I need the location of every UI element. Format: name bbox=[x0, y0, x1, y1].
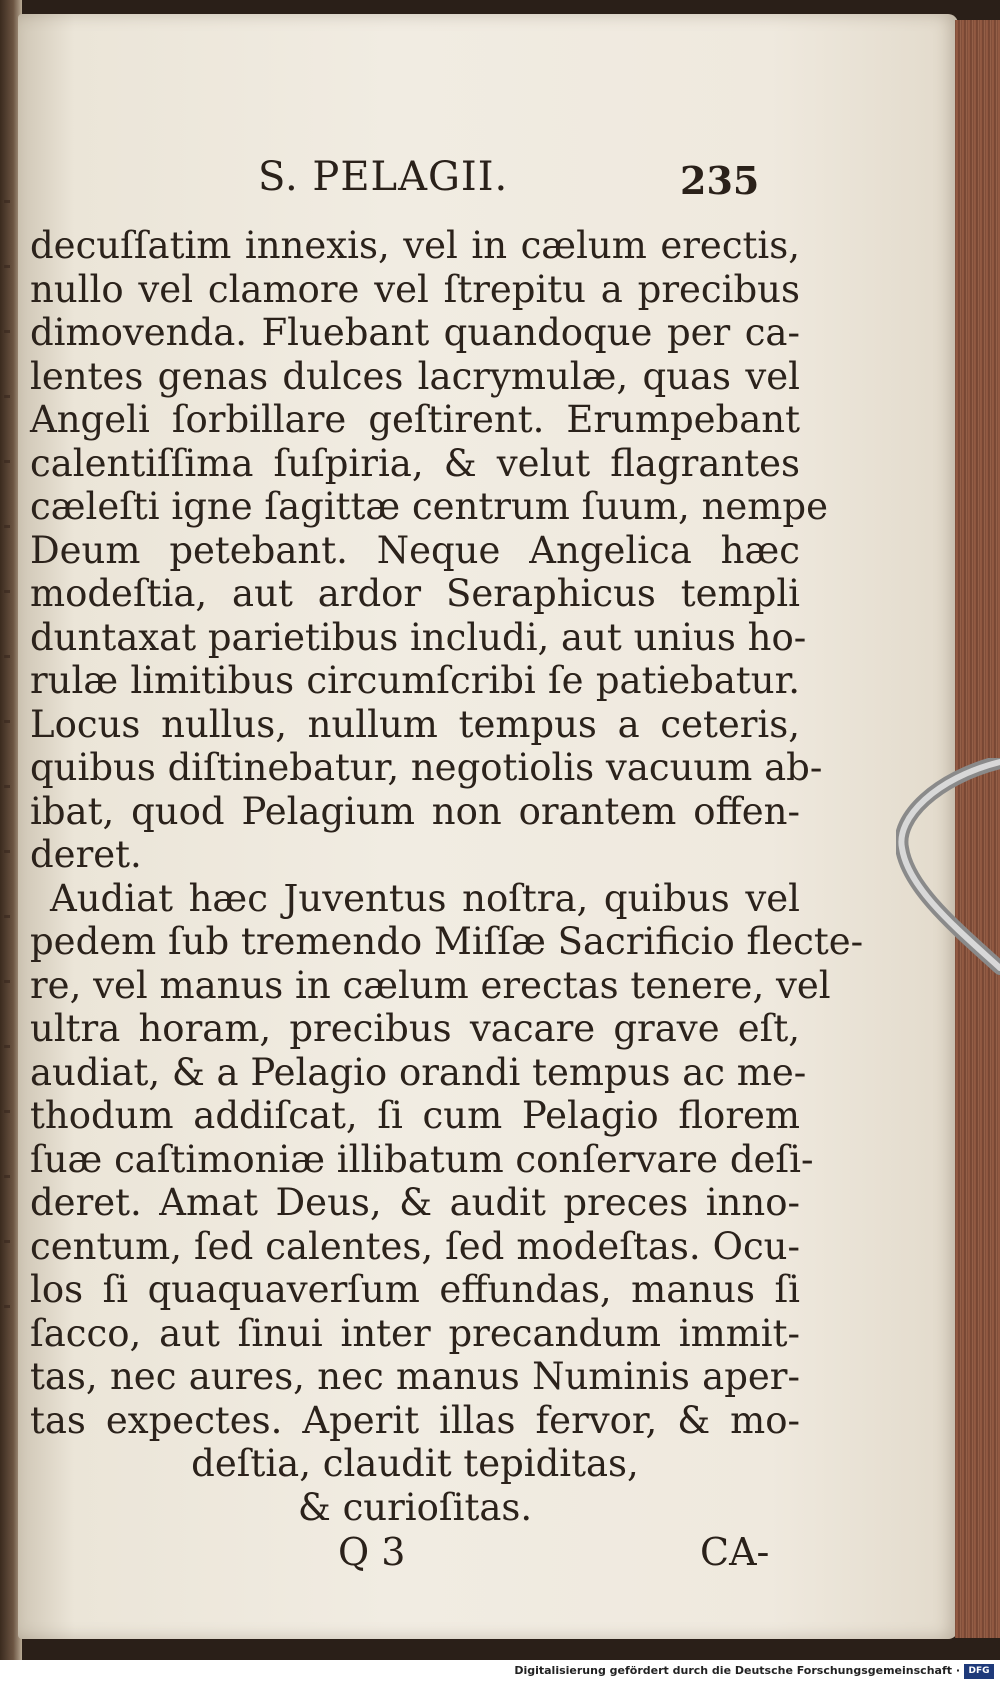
text-line: deret. Amat Deus, & audit preces inno- bbox=[30, 1181, 800, 1224]
text-line: duntaxat parietibus includi, aut unius ho- bbox=[30, 615, 807, 659]
dfg-logo-icon: DFG bbox=[964, 1664, 994, 1679]
text-line: tas expectes. Aperit illas fervor, & mo- bbox=[30, 1398, 800, 1442]
text-line: & curioſitas. bbox=[297, 1485, 533, 1529]
text-line: ultra horam, precibus vacare grave eſt, bbox=[30, 1007, 800, 1050]
page-number: 235 bbox=[680, 158, 760, 203]
text-line: audiat, & a Pelagio orandi tempus ac me- bbox=[30, 1050, 807, 1094]
text-line: cæleſti igne ſagittæ centrum ſuum, nempe bbox=[30, 485, 828, 528]
text-line: calentiſſima ſuſpiria, & velut flagrantes bbox=[30, 441, 800, 485]
text-line: ſuæ caſtimoniæ illibatum conſervare deſi- bbox=[30, 1137, 814, 1181]
text-line: lentes genas dulces lacrymulæ, quas vel bbox=[30, 354, 800, 398]
digitization-credit-bar bbox=[0, 1660, 1000, 1685]
text-line: centum, ſed calentes, ſed modeſtas. Ocu- bbox=[30, 1224, 800, 1268]
text-line: dimovenda. Fluebant quandoque per ca- bbox=[30, 311, 800, 354]
body-text bbox=[30, 224, 864, 1529]
text-line: Deum petebant. Neque Angelica hæc bbox=[30, 528, 800, 572]
gutter-show-through bbox=[0, 200, 20, 1450]
text-line: decuſſatim innexis, vel in cælum erectis, bbox=[30, 224, 800, 267]
text-line: quibus diſtinebatur, negotiolis vacuum ab- bbox=[30, 746, 823, 789]
text-line: nullo vel clamore vel ſtrepitu a precibus bbox=[30, 267, 800, 311]
text-line: deret. bbox=[30, 833, 142, 876]
text-line: ibat, quod Pelagium non orantem offen- bbox=[30, 789, 800, 833]
text-line: re, vel manus in cælum erectas tenere, vel bbox=[30, 963, 831, 1007]
page-header bbox=[0, 150, 1000, 210]
text-line: thodum addiſcat, ſi cum Pelagio florem bbox=[30, 1094, 800, 1137]
text-line: tas, nec aures, nec manus Numinis aper- bbox=[30, 1355, 800, 1398]
text-line: pedem ſub tremendo Miſſæ Sacrificio flecte- bbox=[30, 920, 864, 963]
text-line: los ſi quaquaverſum effundas, manus ſi bbox=[30, 1268, 800, 1311]
text-line: Audiat hæc Juventus noſtra, quibus vel bbox=[50, 876, 800, 920]
text-line: modeſtia, aut ardor Seraphicus templi bbox=[30, 572, 800, 615]
text-line: rulæ limitibus circumſcribi ſe patiebatur. bbox=[30, 659, 800, 702]
running-head: S. PELAGII. bbox=[258, 154, 509, 200]
credit-text: Digitalisierung gefördert durch die Deutsche Forschungsgemeinschaft · bbox=[514, 1664, 960, 1677]
text-line: Locus nullus, nullum tempus a ceteris, bbox=[30, 702, 800, 746]
page-footer bbox=[0, 1530, 1000, 1590]
text-line: deſtia, claudit tepiditas, bbox=[191, 1442, 639, 1485]
text-line: ſacco, aut ſinui inter precandum immit- bbox=[30, 1311, 800, 1355]
page-clip-icon bbox=[896, 758, 1000, 978]
signature-mark: Q 3 bbox=[338, 1530, 406, 1574]
catchword: CA- bbox=[700, 1530, 770, 1574]
text-line: Angeli ſorbillare geſtirent. Erumpebant bbox=[30, 398, 800, 441]
